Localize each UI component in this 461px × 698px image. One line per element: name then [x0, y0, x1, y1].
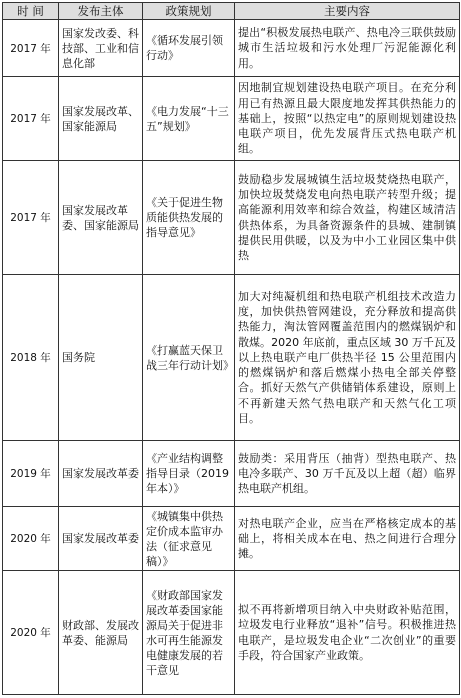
- cell-year: 2019 年: [3, 441, 59, 507]
- cell-content: 鼓励稳步发展城镇生活垃圾焚烧热电联产，加快垃圾焚烧发电向热电联产转型升级；提高能源利用效率和综合效益，构建区域清洁供热体系，为具备资源条件的县城、建制镇提供民用供暖，以及为中小工业园区集中供热: [235, 161, 460, 275]
- cell-year: 2017 年: [3, 161, 59, 275]
- cell-year: 2017 年: [3, 20, 59, 77]
- cell-year: 2020 年: [3, 507, 59, 571]
- table-row: [3, 571, 460, 695]
- table-row: [3, 441, 460, 507]
- cell-publisher: 国务院: [59, 275, 143, 441]
- header-content: 主要内容: [235, 3, 460, 20]
- cell-policy: 《电力发展“十三五”规划》: [143, 77, 235, 161]
- header-year: 时 间: [3, 3, 59, 20]
- table-row: [3, 275, 460, 441]
- cell-policy: 《城镇集中供热定价成本监审办法（征求意见稿）》: [143, 507, 235, 571]
- cell-publisher: 国家发展改革委: [59, 507, 143, 571]
- table-row: [3, 20, 460, 77]
- cell-publisher: 财政部、发展改革委、能源局: [59, 571, 143, 695]
- cell-publisher: 国家发展改革委、国家能源局: [59, 161, 143, 275]
- cell-content: 加大对纯凝机组和热电联产机组技术改造力度，加快供热管网建设，充分释放和提高供热能力，淘汰管网覆盖范围内的燃煤锅炉和散煤。2020 年底前，重点区域 30 万千瓦及以上热电联产电厂供热半径 15 公里范围内的燃煤锅炉和落后燃煤小热电全部关停整合。抓好天然气产供储销体系建设，原则上不再新建天然气热电联产和天然气化工项目。: [235, 275, 460, 441]
- cell-content: 因地制宜规划建设热电联产项目。在充分利用已有热源且最大限度地发挥其供热能力的基础上，按照“以热定电”的原则规划建设热电联产项目，优先发展背压式热电联产机组。: [235, 77, 460, 161]
- header-publisher: 发布主体: [59, 3, 143, 20]
- cell-content: 提出“积极发展热电联产、热电冷三联供鼓励城市生活垃圾和污水处理厂污泥能源化利用。: [235, 20, 460, 77]
- table-row: [3, 161, 460, 275]
- table-row: [3, 507, 460, 571]
- cell-content: 对热电联产企业，应当在严格核定成本的基础上，将相关成本在电、热之间进行合理分摊。: [235, 507, 460, 571]
- cell-year: 2020 年: [3, 571, 59, 695]
- table-header-row: [3, 3, 460, 20]
- cell-policy: 《关于促进生物质能供热发展的指导意见》: [143, 161, 235, 275]
- cell-policy: 《财政部国家发展改革委国家能源局关于促进非水可再生能源发电健康发展的若干意见: [143, 571, 235, 695]
- header-policy: 政策规划: [143, 3, 235, 20]
- cell-policy: 《循环发展引领行动》: [143, 20, 235, 77]
- cell-policy: 《打赢蓝天保卫战三年行动计划》: [143, 275, 235, 441]
- policy-table: [2, 2, 460, 695]
- cell-policy: 《产业结构调整指导目录（2019 年本）》: [143, 441, 235, 507]
- cell-year: 2017 年: [3, 77, 59, 161]
- cell-content: 拟不再将新增项目纳入中央财政补贴范围，垃圾发电行业释放“退补”信号。积极推进热电联产，是垃圾发电企业“二次创业”的重要手段，符合国家产业政策。: [235, 571, 460, 695]
- table-row: [3, 77, 460, 161]
- cell-publisher: 国家发展改革委: [59, 441, 143, 507]
- cell-publisher: 国家发改委、科技部、工业和信息化部: [59, 20, 143, 77]
- policy-table-container: [2, 2, 459, 695]
- cell-year: 2018 年: [3, 275, 59, 441]
- cell-content: 鼓励类：采用背压（抽背）型热电联产、热电冷多联产、30 万千瓦及以上超（超）临界热电联产机组。: [235, 441, 460, 507]
- cell-publisher: 国家发展改革、国家能源局: [59, 77, 143, 161]
